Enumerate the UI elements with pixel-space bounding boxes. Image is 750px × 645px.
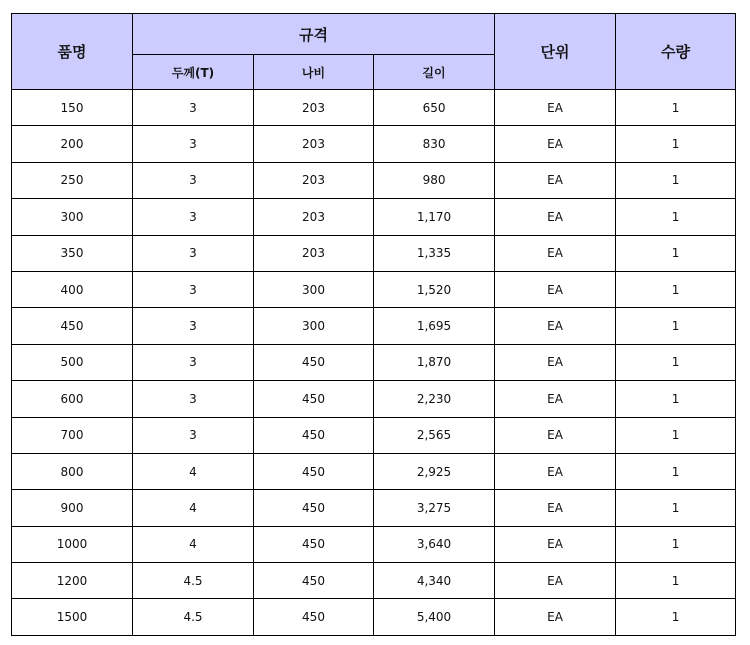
cell-name: 200 <box>12 126 133 162</box>
cell-name: 800 <box>12 453 133 489</box>
cell-width: 450 <box>254 417 374 453</box>
cell-unit: EA <box>495 199 616 235</box>
cell-quantity: 1 <box>616 162 736 198</box>
cell-length: 2,925 <box>374 453 495 489</box>
cell-unit: EA <box>495 563 616 599</box>
cell-width: 450 <box>254 381 374 417</box>
table-row <box>12 271 736 307</box>
header-spec: 규격 <box>133 14 495 55</box>
cell-quantity: 1 <box>616 417 736 453</box>
cell-name: 350 <box>12 235 133 271</box>
spec-table <box>11 13 736 636</box>
cell-width: 203 <box>254 199 374 235</box>
cell-unit: EA <box>495 526 616 562</box>
cell-length: 3,640 <box>374 526 495 562</box>
cell-thickness: 3 <box>133 199 254 235</box>
cell-length: 830 <box>374 126 495 162</box>
cell-width: 450 <box>254 344 374 380</box>
table-header <box>12 14 736 90</box>
cell-width: 450 <box>254 599 374 635</box>
cell-quantity: 1 <box>616 344 736 380</box>
cell-quantity: 1 <box>616 381 736 417</box>
cell-quantity: 1 <box>616 199 736 235</box>
cell-length: 1,520 <box>374 271 495 307</box>
table-row <box>12 344 736 380</box>
table-row <box>12 563 736 599</box>
table-row <box>12 235 736 271</box>
table-row <box>12 126 736 162</box>
table-row <box>12 526 736 562</box>
cell-quantity: 1 <box>616 599 736 635</box>
cell-unit: EA <box>495 344 616 380</box>
cell-thickness: 4 <box>133 490 254 526</box>
cell-unit: EA <box>495 453 616 489</box>
cell-name: 300 <box>12 199 133 235</box>
cell-unit: EA <box>495 235 616 271</box>
cell-name: 700 <box>12 417 133 453</box>
cell-quantity: 1 <box>616 526 736 562</box>
cell-width: 203 <box>254 162 374 198</box>
cell-name: 500 <box>12 344 133 380</box>
cell-width: 203 <box>254 90 374 126</box>
cell-width: 450 <box>254 453 374 489</box>
cell-length: 2,565 <box>374 417 495 453</box>
cell-name: 150 <box>12 90 133 126</box>
cell-length: 650 <box>374 90 495 126</box>
cell-thickness: 3 <box>133 235 254 271</box>
table-row <box>12 90 736 126</box>
cell-quantity: 1 <box>616 308 736 344</box>
table-row <box>12 199 736 235</box>
cell-width: 450 <box>254 526 374 562</box>
cell-width: 450 <box>254 490 374 526</box>
table-row <box>12 308 736 344</box>
cell-unit: EA <box>495 126 616 162</box>
cell-unit: EA <box>495 271 616 307</box>
cell-length: 980 <box>374 162 495 198</box>
header-thickness: 두께(T) <box>133 55 254 90</box>
cell-name: 1500 <box>12 599 133 635</box>
cell-name: 600 <box>12 381 133 417</box>
table-body <box>12 90 736 636</box>
cell-name: 900 <box>12 490 133 526</box>
cell-width: 300 <box>254 308 374 344</box>
header-name: 품명 <box>12 14 133 90</box>
cell-width: 300 <box>254 271 374 307</box>
cell-unit: EA <box>495 90 616 126</box>
cell-length: 4,340 <box>374 563 495 599</box>
cell-thickness: 3 <box>133 381 254 417</box>
header-quantity: 수량 <box>616 14 736 90</box>
cell-length: 1,695 <box>374 308 495 344</box>
table-row <box>12 599 736 635</box>
cell-length: 2,230 <box>374 381 495 417</box>
cell-width: 203 <box>254 126 374 162</box>
cell-thickness: 3 <box>133 126 254 162</box>
cell-unit: EA <box>495 162 616 198</box>
cell-thickness: 3 <box>133 308 254 344</box>
cell-thickness: 3 <box>133 90 254 126</box>
cell-quantity: 1 <box>616 453 736 489</box>
cell-thickness: 3 <box>133 162 254 198</box>
cell-thickness: 4.5 <box>133 563 254 599</box>
cell-thickness: 4 <box>133 453 254 489</box>
cell-width: 203 <box>254 235 374 271</box>
cell-unit: EA <box>495 417 616 453</box>
header-length: 길이 <box>374 55 495 90</box>
cell-length: 5,400 <box>374 599 495 635</box>
cell-name: 250 <box>12 162 133 198</box>
cell-name: 1000 <box>12 526 133 562</box>
cell-length: 3,275 <box>374 490 495 526</box>
cell-unit: EA <box>495 381 616 417</box>
cell-thickness: 4 <box>133 526 254 562</box>
cell-thickness: 3 <box>133 271 254 307</box>
cell-length: 1,335 <box>374 235 495 271</box>
cell-quantity: 1 <box>616 563 736 599</box>
cell-quantity: 1 <box>616 90 736 126</box>
cell-unit: EA <box>495 308 616 344</box>
cell-length: 1,870 <box>374 344 495 380</box>
cell-length: 1,170 <box>374 199 495 235</box>
table-row <box>12 453 736 489</box>
header-row-main <box>12 14 736 55</box>
table-row <box>12 490 736 526</box>
cell-unit: EA <box>495 490 616 526</box>
cell-quantity: 1 <box>616 490 736 526</box>
cell-thickness: 3 <box>133 417 254 453</box>
cell-width: 450 <box>254 563 374 599</box>
cell-thickness: 3 <box>133 344 254 380</box>
table-row <box>12 381 736 417</box>
cell-name: 450 <box>12 308 133 344</box>
header-width: 나비 <box>254 55 374 90</box>
cell-quantity: 1 <box>616 235 736 271</box>
cell-name: 400 <box>12 271 133 307</box>
cell-thickness: 4.5 <box>133 599 254 635</box>
cell-name: 1200 <box>12 563 133 599</box>
table-row <box>12 162 736 198</box>
header-unit: 단위 <box>495 14 616 90</box>
cell-quantity: 1 <box>616 126 736 162</box>
cell-unit: EA <box>495 599 616 635</box>
cell-quantity: 1 <box>616 271 736 307</box>
table-row <box>12 417 736 453</box>
